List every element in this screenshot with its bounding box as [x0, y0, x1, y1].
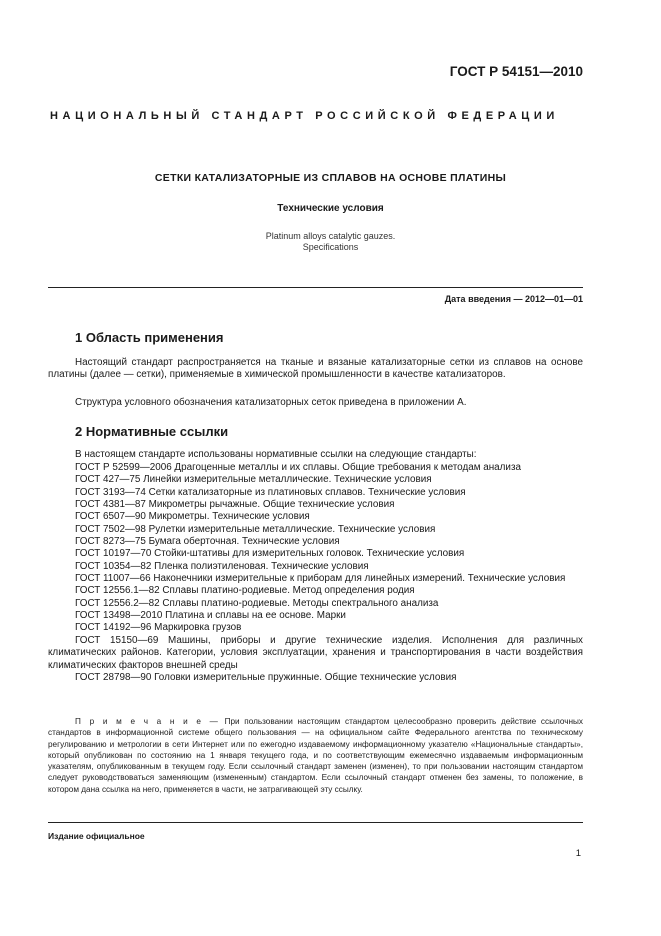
bottom-divider	[48, 822, 583, 823]
reference-item	[48, 548, 583, 560]
reference-item	[48, 598, 583, 610]
references-list	[48, 462, 583, 684]
section-1-paragraph-1	[48, 357, 583, 382]
note-text: При пользовании настоящим стандартом целесообразно проверить действие ссылочных стандартов в информационной системе общего пользования — на официальном сайте Федерального агентства по техническому регулированию и метрологии в сети Интернет или по ежегодно издаваемому информационному указателю «Национальные стандарты», который опубликован по состоянию на 1 января текущего года, и по соответствующим ежемесячно издаваемым информационным указателям, опубликованным в текущем году. Если ссылочный стандарт заменен (изменен), то при пользовании настоящим стандартом следует руководствоваться заменяющим (измененным) стандартом. Если ссылочный стандарт отменен без замены, то положение, в котором дана ссылка на него, применяется в части, не затрагивающей эту ссылку.	[48, 717, 583, 794]
document-subtitle: Технические условия	[277, 203, 384, 214]
reference-text: ГОСТ 13498—2010 Платина и сплавы на ее основе. Марки	[75, 610, 346, 622]
section-2-heading: 2 Нормативные ссылки	[75, 424, 229, 439]
english-title-line2: Specifications	[302, 242, 359, 252]
document-title: СЕТКИ КАТАЛИЗАТОРНЫЕ ИЗ СПЛАВОВ НА ОСНОВЕ ПЛАТИНЫ	[154, 172, 507, 184]
reference-text: ГОСТ 12556.1—82 Сплавы платино-родиевые. Метод определения родия	[75, 585, 415, 597]
note-block	[48, 716, 583, 795]
reference-text: ГОСТ 14192—96 Маркировка грузов	[75, 622, 242, 634]
reference-text: ГОСТ 28798—90 Головки измерительные пружинные. Общие технические условия	[75, 671, 457, 683]
section-1-paragraph-2-text: Структура условного обозначения катализаторных сеток приведена в приложении А.	[75, 397, 467, 408]
reference-text: ГОСТ 427—75 Линейки измерительные металлические. Технические условия	[75, 474, 432, 486]
section-2-intro-text: В настоящем стандарте использованы нормативные ссылки на следующие стандарты:	[75, 449, 477, 460]
reference-item	[48, 573, 583, 585]
reference-item	[48, 487, 583, 499]
reference-item	[48, 462, 583, 474]
english-title-line1: Platinum alloys catalytic gauzes.	[265, 231, 396, 241]
note-label: П р и м е ч а н и е —	[75, 717, 220, 726]
reference-text: ГОСТ 11007—66 Наконечники измерительные к приборам для линейных измерений. Технические условия	[75, 573, 566, 585]
reference-item	[48, 585, 583, 597]
reference-text: ГОСТ 15150—69 Машины, приборы и другие технические изделия. Исполнения для различных климатических районов. Категории, условия эксплуатации, хранения и транспортирования в части воздействия климатических факторов внешней среды	[48, 634, 583, 671]
reference-item	[48, 672, 583, 684]
reference-item	[48, 622, 583, 634]
section-1-paragraph-2	[48, 397, 583, 409]
reference-item	[48, 474, 583, 486]
reference-text: ГОСТ Р 52599—2006 Драгоценные металлы и их сплавы. Общие требования к методам анализа	[75, 462, 521, 473]
reference-item	[48, 635, 583, 672]
reference-text: ГОСТ 6507—90 Микрометры. Технические условия	[75, 511, 310, 523]
section-1-paragraph-1-text: Настоящий стандарт распространяется на тканые и вязаные катализаторные сетки из сплавов на основе платины (далее — сетки), применяемые в химической промышленности в качестве катализаторов.	[48, 357, 583, 381]
reference-text: ГОСТ 10354—82 Пленка полиэтиленовая. Технические условия	[75, 560, 369, 572]
reference-text: ГОСТ 8273—75 Бумага оберточная. Технические условия	[75, 536, 340, 548]
reference-text: ГОСТ 7502—98 Рулетки измерительные металлические. Технические условия	[75, 523, 436, 535]
reference-text: ГОСТ 4381—87 Микрометры рычажные. Общие технические условия	[75, 499, 395, 511]
effective-date: Дата введения — 2012—01—01	[444, 294, 583, 304]
reference-text: ГОСТ 3193—74 Сетки катализаторные из платиновых сплавов. Технические условия	[75, 486, 466, 498]
section-1-heading: 1 Область применения	[75, 330, 224, 345]
reference-item	[48, 536, 583, 548]
reference-item	[48, 561, 583, 573]
reference-item	[48, 610, 583, 622]
edition-label: Издание официальное	[48, 831, 145, 841]
gost-code: ГОСТ Р 54151—2010	[449, 64, 583, 79]
top-divider	[48, 287, 583, 288]
national-standard-heading: НАЦИОНАЛЬНЫЙ СТАНДАРТ РОССИЙСКОЙ ФЕДЕРАЦИИ	[50, 110, 559, 122]
reference-text: ГОСТ 10197—70 Стойки-штативы для измерительных головок. Технические условия	[75, 548, 465, 560]
reference-item	[48, 524, 583, 536]
reference-item	[48, 499, 583, 511]
page-number: 1	[575, 848, 581, 859]
reference-item	[48, 511, 583, 523]
section-2-intro	[48, 449, 583, 461]
reference-text: ГОСТ 12556.2—82 Сплавы платино-родиевые. Методы спектрального анализа	[75, 597, 439, 609]
